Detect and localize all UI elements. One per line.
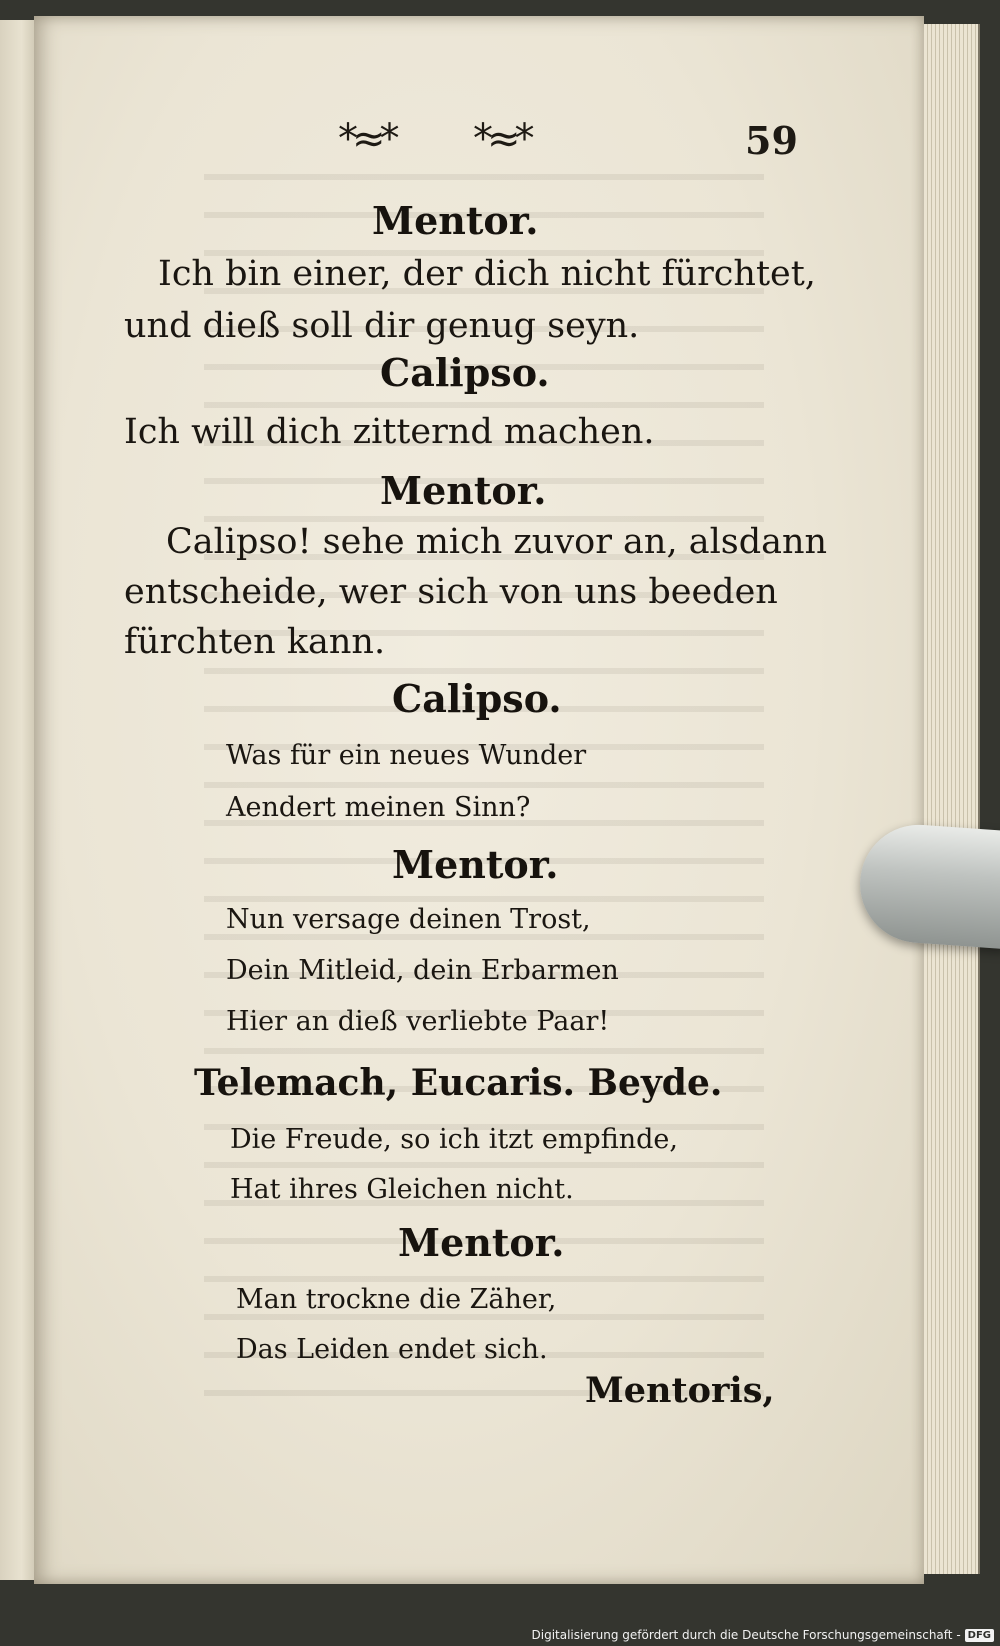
digitization-credit <box>532 1628 995 1642</box>
text-line: Nun versage deinen Trost, <box>226 904 591 935</box>
page-edges <box>920 24 980 1574</box>
text-line: Dein Mitleid, dein Erbarmen <box>226 955 619 986</box>
text-line: Aendert meinen Sinn? <box>226 792 531 823</box>
speaker-heading: Telemach, Eucaris. Beyde. <box>194 1062 723 1104</box>
text-line: Ich will dich zitternd machen. <box>124 412 655 452</box>
speaker-heading: Mentor. <box>380 468 547 513</box>
dfg-logo: DFG <box>965 1629 994 1642</box>
header-ornament-right: *≈* <box>473 116 529 162</box>
speaker-heading: Calipso. <box>380 350 550 395</box>
text-line: Calipso! sehe mich zuvor an, alsdann <box>166 522 828 562</box>
text-line: Was für ein neues Wunder <box>226 740 587 771</box>
speaker-heading: Calipso. <box>392 676 562 721</box>
text-line: Das Leiden endet sich. <box>236 1334 548 1365</box>
text-line: entscheide, wer sich von uns beeden <box>124 572 778 612</box>
left-page-edge <box>0 20 38 1580</box>
text-line: und dieß soll dir genug seyn. <box>124 306 640 346</box>
page-number: 59 <box>745 118 798 163</box>
speaker-heading: Mentor. <box>372 198 539 243</box>
catchword: Mentoris, <box>585 1370 775 1411</box>
text-line: fürchten kann. <box>124 622 386 662</box>
speaker-heading: Mentor. <box>398 1220 565 1265</box>
header-ornament-left: *≈* <box>338 116 394 162</box>
text-line: Hier an dieß verliebte Paar! <box>226 1006 610 1037</box>
text-line: Die Freude, so ich itzt empfinde, <box>230 1124 678 1155</box>
text-line: Man trockne die Zäher, <box>236 1284 557 1315</box>
text-line: Ich bin einer, der dich nicht fürchtet, <box>158 254 816 294</box>
credit-text: Digitalisierung gefördert durch die Deutsche Forschungsgemeinschaft - <box>531 1628 961 1642</box>
text-line: Hat ihres Gleichen nicht. <box>230 1174 574 1205</box>
speaker-heading: Mentor. <box>392 842 559 887</box>
